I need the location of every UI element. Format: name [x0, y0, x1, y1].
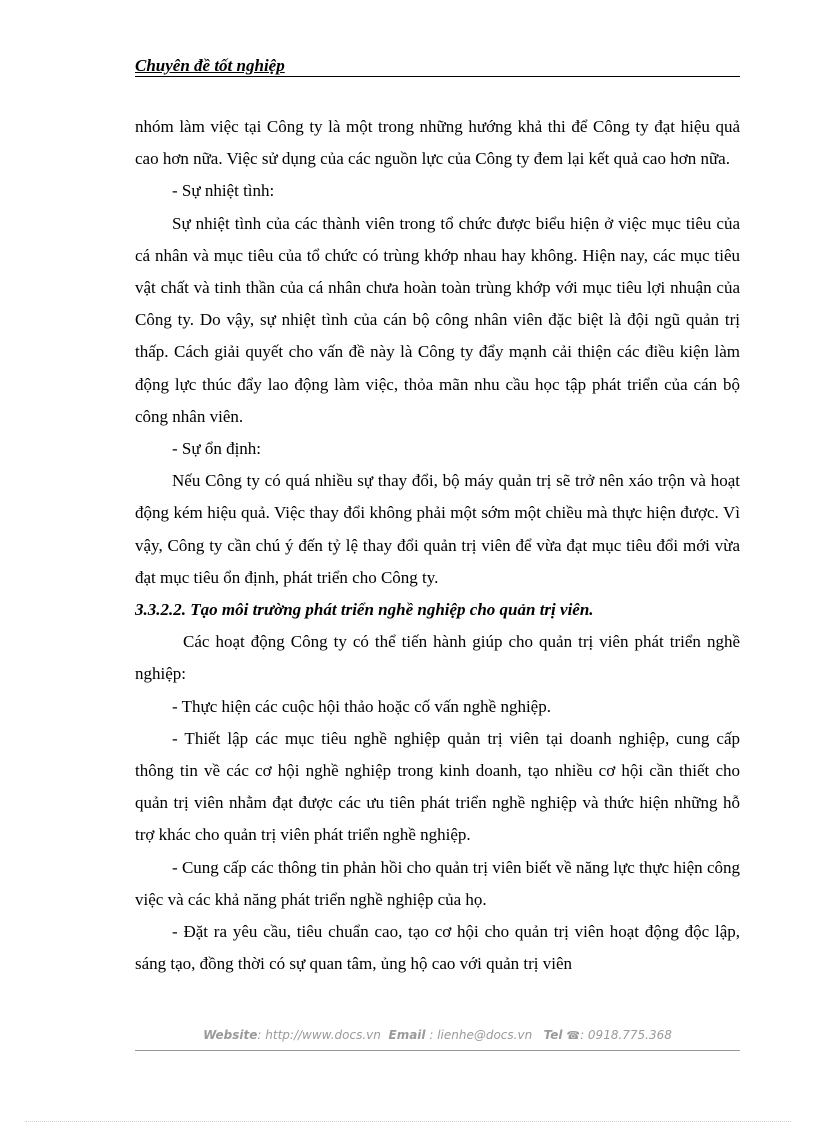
subheading-stability: - Sự ổn định: [172, 439, 262, 459]
paragraph: nhóm làm việc tại Công ty là một trong những hướng khả thi để Công ty đạt hiệu quả cao hơn nữa. Việc sử dụng của các nguồn lực của Công ty đem lại kết quả cao hơn nữa. [135, 117, 740, 169]
footer-website[interactable]: : http://www.docs.vn [257, 1028, 381, 1042]
section-heading: 3.3.2.2. Tạo môi trường phát triển nghề nghiệp cho quản trị viên. [135, 600, 594, 620]
paragraph: Nếu Công ty có quá nhiều sự thay đổi, bộ máy quản trị sẽ trở nên xáo trộn và hoạt động kém hiệu quả. Việc thay đổi không phải một sớm một chiều mà thực hiện được. Vì vậy, Công ty cần chú ý đến tỷ lệ thay đổi quản trị viên để vừa đạt mục tiêu đổi mới vừa đạt mục tiêu ổn định, phát triển cho Công ty. [135, 471, 740, 587]
page-footer [135, 1028, 740, 1051]
header-title: Chuyên đề tốt nghiệp [135, 56, 285, 75]
subheading-enthusiasm: - Sự nhiệt tình: [172, 181, 275, 201]
footer-tel-label: Tel [543, 1028, 563, 1042]
page-edge-divider [25, 1121, 791, 1122]
paragraph: Các hoạt động Công ty có thể tiến hành giúp cho quản trị viên phát triển nghề nghiệp: [135, 632, 740, 684]
footer-email-label: Email [388, 1028, 426, 1042]
footer-website-label: Website [203, 1028, 258, 1042]
list-item: - Cung cấp các thông tin phản hồi cho quản trị viên biết về năng lực thực hiện công việc và các khả năng phát triển nghề nghiệp của họ. [135, 857, 740, 909]
phone-icon: ☎ [566, 1029, 581, 1042]
footer-tel: : 0918.775.368 [580, 1028, 672, 1042]
footer-email[interactable]: : lienhe@docs.vn [425, 1028, 533, 1042]
page-header [135, 56, 740, 77]
list-item: - Thiết lập các mục tiêu nghề nghiệp quản trị viên tại doanh nghiệp, cung cấp thông tin về các cơ hội nghề nghiệp trong kinh doanh, tạo nhiều cơ hội cần thiết cho quản trị viên nhằm đạt được các ưu tiên phát triển nghề nghiệp và thức hiện những hỗ trợ khác cho quản trị viên phát triển nghề nghiệp. [135, 728, 740, 845]
paragraph: Sự nhiệt tình của các thành viên trong tổ chức được biểu hiện ở việc mục tiêu của cá nhân và mục tiêu của tổ chức có trùng khớp nhau hay không. Hiện nay, các mục tiêu vật chất và tinh thần của cá nhân chưa hoàn toàn trùng khớp với mục tiêu lợi nhuận của Công ty. Do vậy, sự nhiệt tình của cán bộ công nhân viên đặc biệt là đội ngũ quản trị thấp. Cách giải quyết cho vấn đề này là Công ty đẩy mạnh cải thiện các điều kiện làm động lực thúc đẩy lao động làm việc, thỏa mãn nhu cầu học tập phát triển của cán bộ công nhân viên. [135, 213, 740, 426]
list-item: - Đặt ra yêu cầu, tiêu chuẩn cao, tạo cơ hội cho quản trị viên hoạt động độc lập, sáng tạo, đồng thời có sự quan tâm, ủng hộ cao với quản trị viên [135, 922, 740, 974]
list-item: - Thực hiện các cuộc hội thảo hoặc cố vấn nghề nghiệp. [172, 696, 551, 716]
document-body [135, 111, 740, 980]
